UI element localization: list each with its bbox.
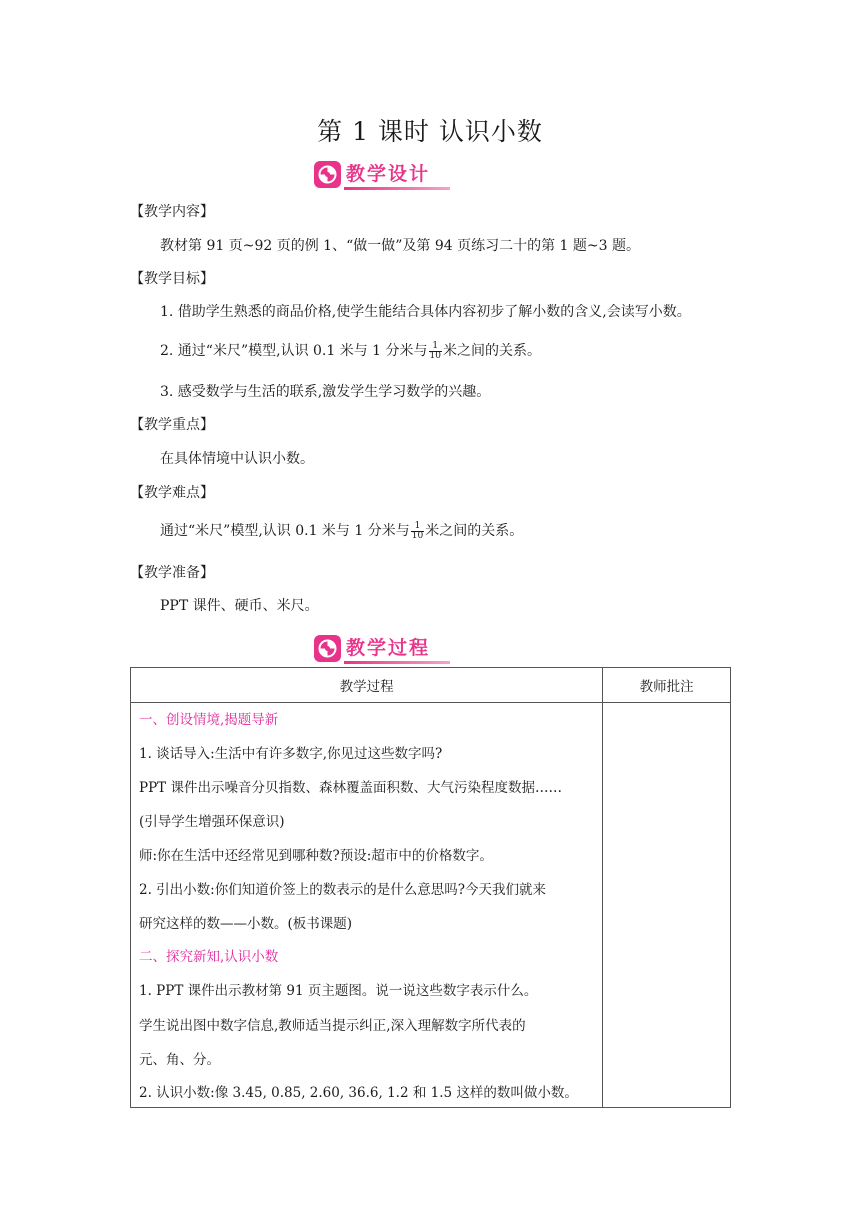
header-teacher-notes: 教师批注: [603, 668, 731, 703]
process-line: 1. PPT 课件出示教材第 91 页主题图。说一说这些数字表示什么。: [139, 983, 538, 999]
process-line: PPT 课件出示噪音分贝指数、森林覆盖面积数、大气污染程度数据……: [139, 780, 562, 796]
difficulty-text-b: 米之间的关系。: [425, 523, 524, 539]
goal-1: 1. 借助学生熟悉的商品价格,使学生能结合具体内容初步了解小数的含义,会读写小数。: [160, 304, 691, 320]
process-line: 学生说出图中数字信息,教师适当提示纠正,深入理解数字所代表的: [139, 1018, 526, 1034]
fraction-numerator: 1: [411, 522, 424, 532]
section-banner-process: [314, 634, 450, 664]
banner-underline: [344, 661, 450, 664]
section-banner-design: [314, 160, 450, 190]
process-line: 师:你在生活中还经常见到哪种数?预设:超市中的价格数字。: [139, 848, 493, 864]
prep-text: PPT 课件、硬币、米尺。: [160, 598, 319, 614]
header-process: 教学过程: [131, 668, 603, 703]
teaching-process-table: [130, 667, 731, 1108]
process-line: 元、角、分。: [139, 1052, 220, 1068]
fraction-denominator: 10: [429, 350, 441, 361]
process-line: 2. 认识小数:像 3.45, 0.85, 2.60, 36.6, 1.2 和 1.5 这样的数叫做小数。: [139, 1085, 578, 1101]
fraction-one-tenth: [429, 342, 442, 361]
fraction-numerator: 1: [429, 342, 442, 352]
process-line: 1. 谈话导入:生活中有许多数字,你见过这些数字吗?: [139, 746, 443, 762]
goal-2-text-a: 2. 通过“米尺”模型,认识 0.1 米与 1 分米与: [160, 343, 428, 359]
flower-logo-icon: [314, 161, 341, 188]
key-text: 在具体情境中认识小数。: [160, 451, 314, 467]
stage-heading-1: 一、创设情境,揭题导新: [139, 712, 279, 728]
difficulty-text: [160, 520, 523, 542]
difficulty-text-a: 通过“米尺”模型,认识 0.1 米与 1 分米与: [160, 523, 410, 539]
section-heading-key: 【教学重点】: [130, 417, 214, 433]
process-line: (引导学生增强环保意识): [139, 814, 285, 830]
goal-3: 3. 感受数学与生活的联系,激发学生学习数学的兴趣。: [160, 384, 491, 400]
stage-heading-2: 二、探究新知,认识小数: [139, 949, 279, 965]
process-line: 2. 引出小数:你们知道价签上的数表示的是什么意思吗?今天我们就来: [139, 882, 546, 898]
section-heading-difficulty: 【教学难点】: [130, 485, 214, 501]
goal-2: [160, 340, 541, 362]
section-heading-goals: 【教学目标】: [130, 271, 214, 287]
page-title: 第 1 课时 认识小数: [317, 117, 543, 146]
table-row: [131, 703, 731, 1108]
process-cell: [131, 703, 603, 1108]
fraction-one-tenth: [411, 522, 424, 541]
table-header-row: [131, 668, 731, 703]
banner-underline: [344, 187, 450, 190]
section-heading-content: 【教学内容】: [130, 204, 214, 220]
teacher-notes-cell: [603, 703, 731, 1108]
goal-2-text-b: 米之间的关系。: [443, 343, 541, 359]
content-text: 教材第 91 页~92 页的例 1、“做一做”及第 94 页练习二十的第 1 题~3 题。: [160, 238, 640, 254]
section-heading-prep: 【教学准备】: [130, 565, 214, 581]
banner-label: 教学设计: [346, 163, 431, 185]
flower-logo-icon: [314, 635, 341, 662]
banner-label: 教学过程: [346, 637, 431, 659]
process-line: 研究这样的数——小数。(板书课题): [139, 916, 353, 932]
fraction-denominator: 10: [411, 530, 424, 541]
